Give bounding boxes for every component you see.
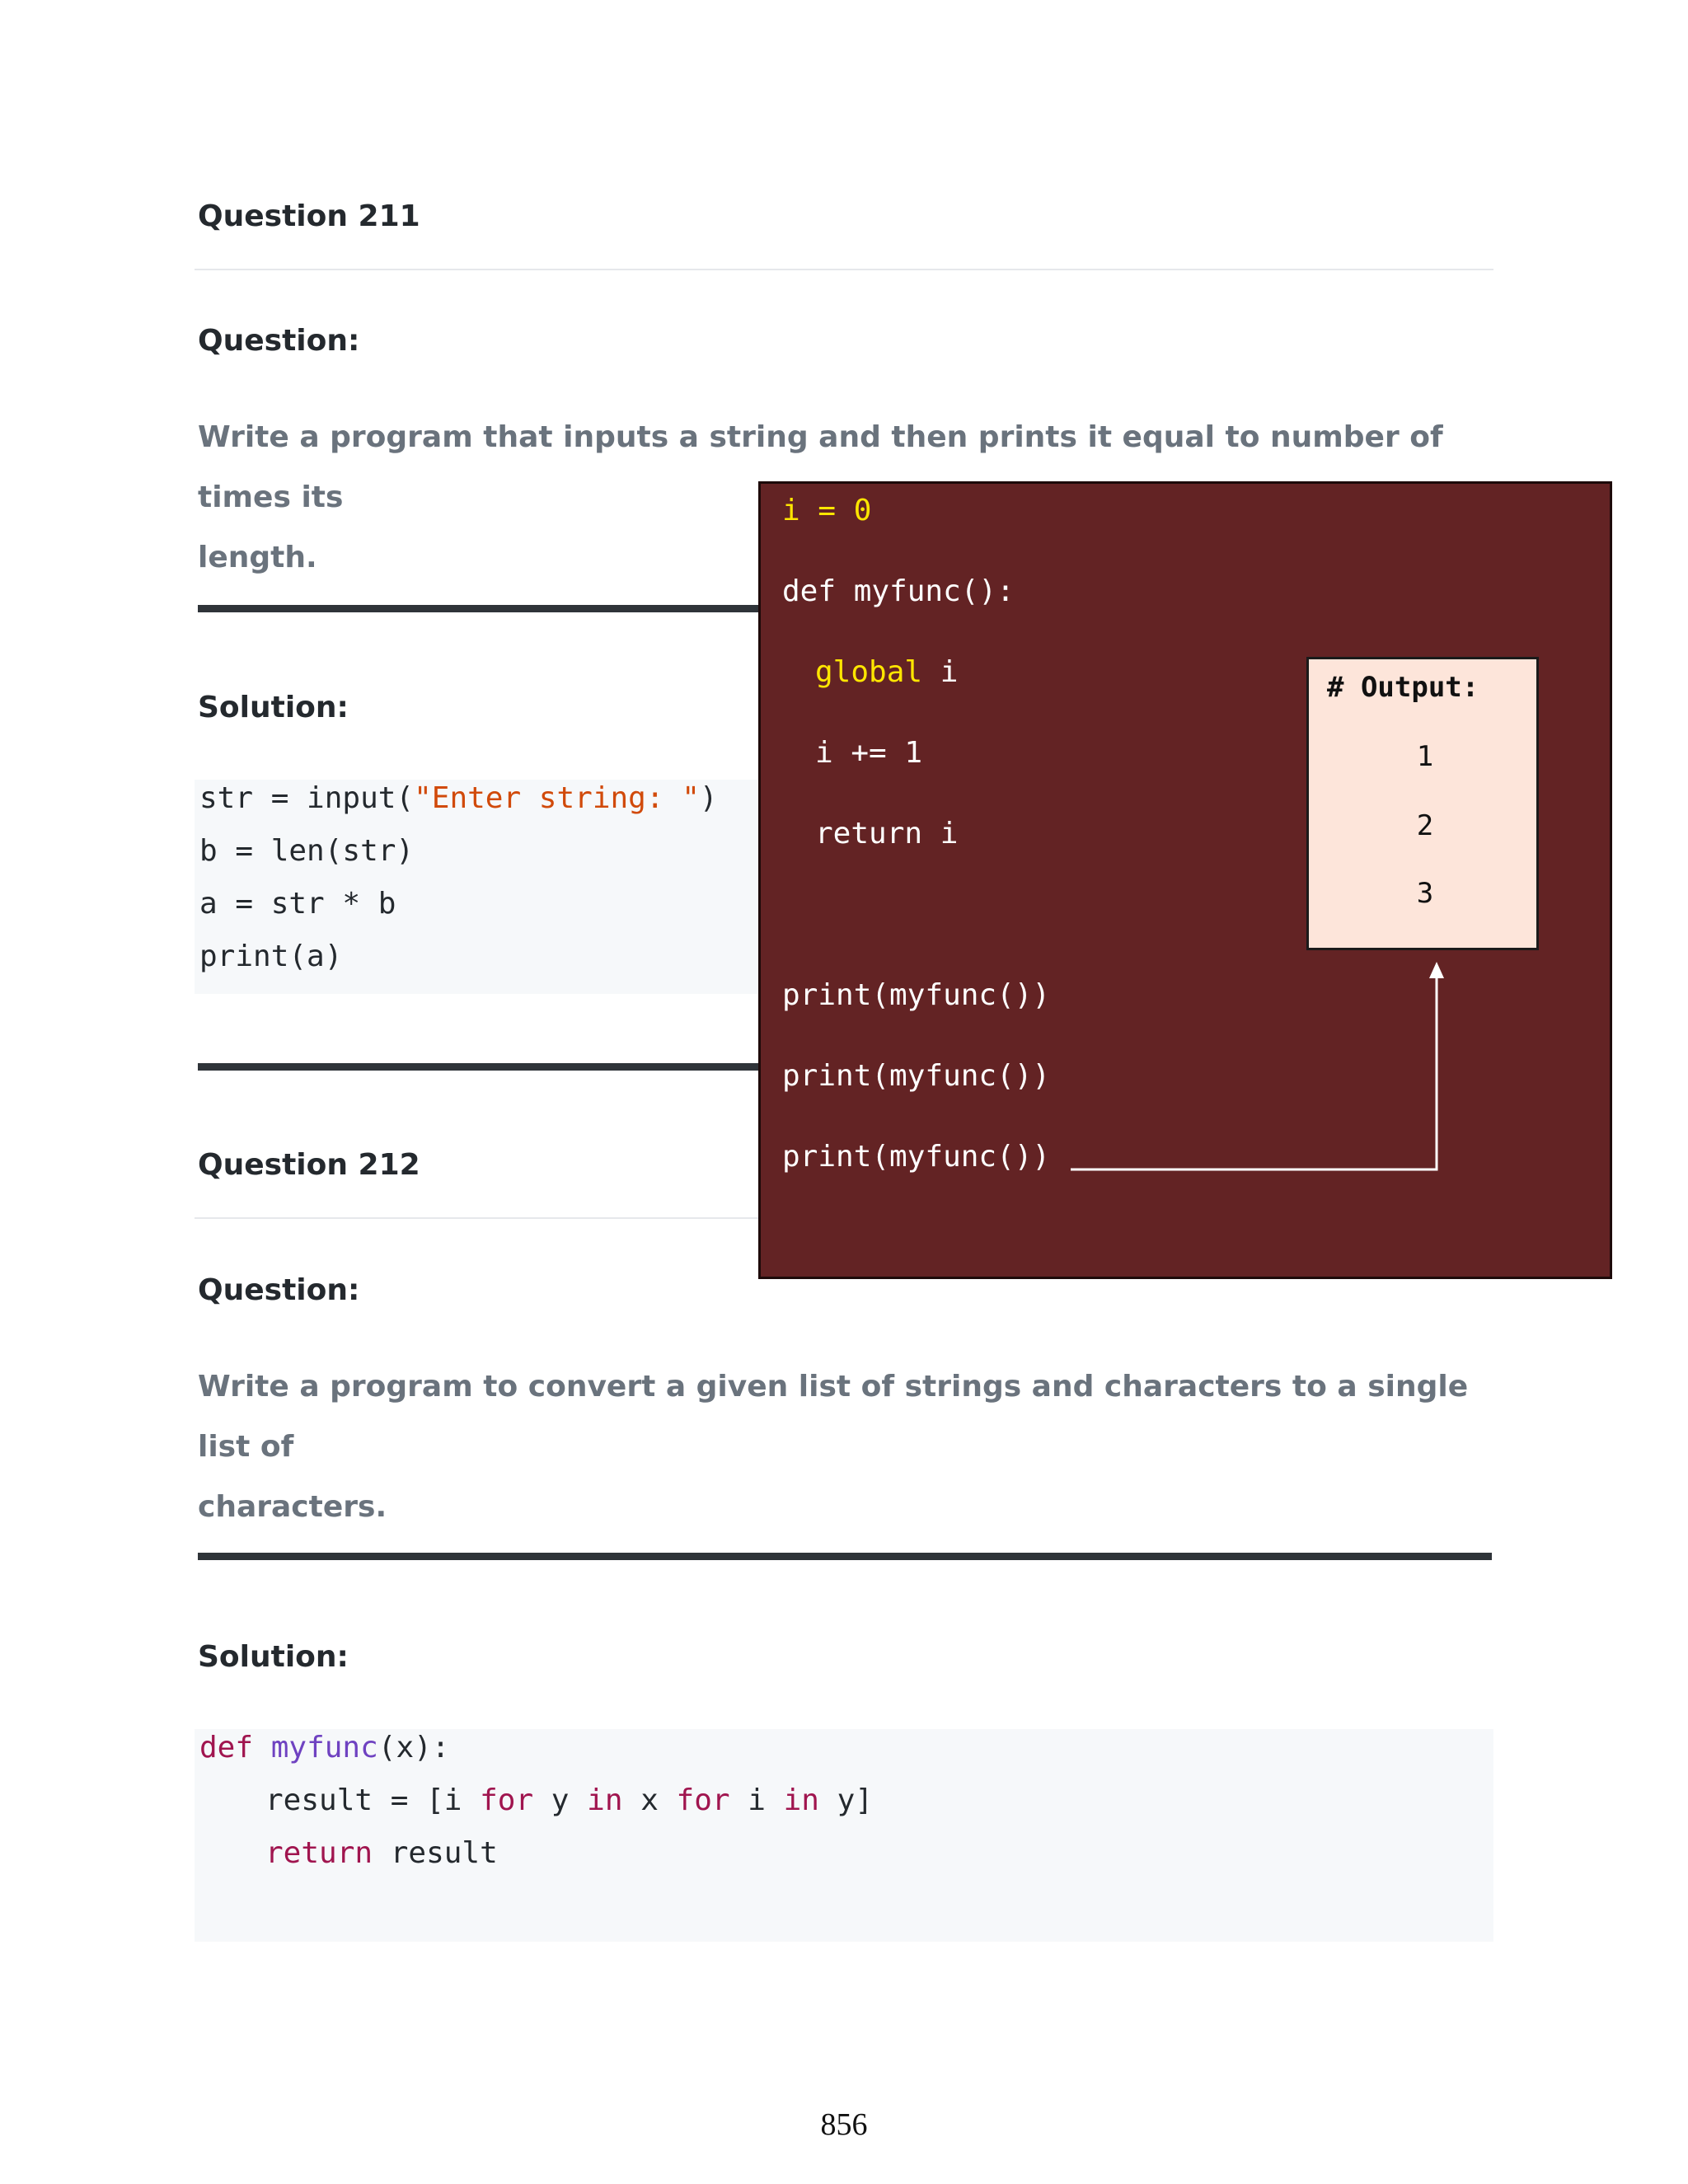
overlay-line-call-3: print(myfunc()) [782, 1140, 1051, 1174]
code-text: y] [818, 1783, 873, 1817]
overlay-keyword: global [815, 655, 923, 689]
question-label: Question: [198, 324, 360, 358]
code-keyword: return [265, 1836, 373, 1870]
code-text: x [622, 1783, 677, 1817]
code-line: print(a) [199, 940, 343, 973]
code-text: i [729, 1783, 784, 1817]
overlay-line-increment: i += 1 [815, 736, 923, 770]
code-line: b = len(str) [199, 834, 415, 868]
overlay-line-def: def myfunc(): [782, 574, 1015, 608]
question-text-line: Write a program that inputs a string and then prints it equal to number of times its [198, 420, 1443, 514]
question-text-line: Write a program to convert a given list of strings and characters to a single list of [198, 1370, 1469, 1464]
code-line [265, 1783, 873, 1817]
overlay-line-return: return i [815, 817, 959, 851]
code-string: "Enter string: " [414, 781, 700, 815]
code-line [199, 781, 718, 815]
code-overlay-panel [758, 481, 1612, 1279]
code-block-212 [195, 1729, 1493, 1942]
overlay-line-init: i = 0 [782, 494, 872, 527]
section-divider [198, 1553, 1492, 1560]
code-keyword: for [480, 1783, 534, 1817]
code-text: y [533, 1783, 588, 1817]
output-value: 1 [1416, 740, 1434, 773]
code-text: result [373, 1836, 498, 1870]
overlay-line-call-2: print(myfunc()) [782, 1059, 1051, 1093]
solution-label: Solution: [198, 691, 349, 724]
code-keyword: def [199, 1731, 254, 1765]
code-keyword: in [587, 1783, 623, 1817]
code-text: ) [699, 781, 718, 815]
code-text: result = [i [265, 1783, 481, 1817]
code-keyword: for [676, 1783, 730, 1817]
code-text: (x): [377, 1731, 450, 1765]
question-212-text [198, 1357, 1500, 1537]
arrow-line [1071, 975, 1437, 1169]
page-number: 856 [820, 2107, 868, 2142]
output-value: 2 [1416, 809, 1434, 842]
question-text-line: length. [198, 541, 317, 574]
question-label: Question: [198, 1273, 360, 1307]
output-arrow [761, 484, 1610, 1277]
question-text-line: characters. [198, 1490, 387, 1524]
code-function-name: myfunc [270, 1731, 378, 1765]
title-divider [195, 269, 1493, 270]
overlay-line-call-1: print(myfunc()) [782, 978, 1051, 1012]
output-value: 3 [1416, 877, 1434, 910]
output-title: # Output: [1327, 671, 1479, 704]
question-211-title: Question 211 [198, 199, 420, 233]
code-line [199, 1731, 449, 1765]
code-line: a = str * b [199, 887, 396, 921]
code-keyword: in [783, 1783, 819, 1817]
overlay-text: i [922, 655, 959, 689]
arrow-head [1429, 962, 1444, 978]
code-text: str = input( [199, 781, 415, 815]
question-212-title: Question 212 [198, 1148, 420, 1182]
code-line [265, 1836, 498, 1870]
solution-label: Solution: [198, 1640, 349, 1674]
